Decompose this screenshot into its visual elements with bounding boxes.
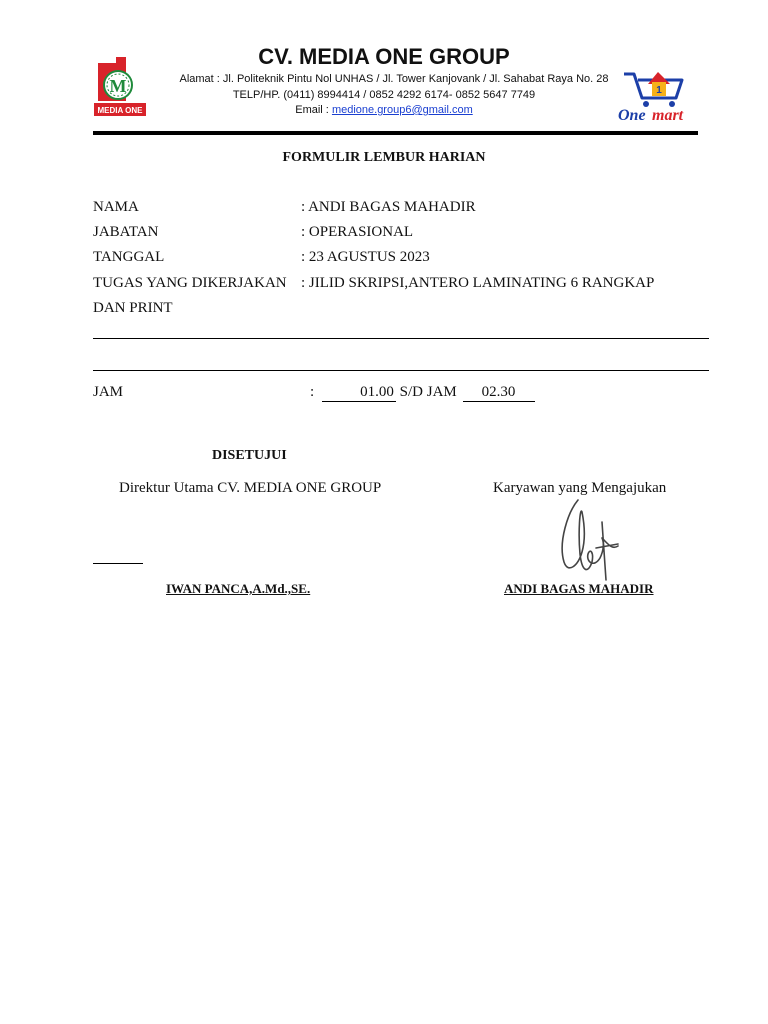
company-phone: TELP/HP. (0411) 8994414 / 0852 4292 6174- 0852 5647 7749 bbox=[232, 89, 536, 101]
task-continuation: DAN PRINT bbox=[93, 300, 173, 316]
director-name: IWAN PANCA,A.Md.,SE. bbox=[166, 581, 311, 596]
approval-title: DISETUJUI bbox=[212, 448, 287, 463]
email-link[interactable]: medione.group6@gmail.com bbox=[331, 104, 473, 116]
company-address: Alamat : Jl. Politeknik Pintu Nol UNHAS / Jl. Tower Kanjovank / Jl. Sahabat Raya No. 28 bbox=[179, 73, 609, 85]
employee-signature bbox=[548, 492, 648, 588]
email-label: Email : bbox=[295, 104, 332, 116]
company-name: CV. MEDIA ONE GROUP bbox=[258, 44, 510, 69]
blank-line bbox=[93, 370, 709, 371]
field-value-nama: : ANDI BAGAS MAHADIR bbox=[301, 199, 476, 215]
blank-line bbox=[93, 338, 709, 339]
jam-separator: S/D JAM bbox=[399, 384, 457, 400]
field-label-nama: NAMA bbox=[93, 199, 139, 215]
employee-caption: Karyawan yang Mengajukan bbox=[493, 480, 667, 496]
field-value-tanggal: : 23 AGUSTUS 2023 bbox=[301, 249, 430, 265]
company-email-line bbox=[0, 104, 768, 116]
jam-end: 02.30 bbox=[463, 384, 535, 402]
header-divider bbox=[93, 131, 698, 135]
jam-start: 01.00 bbox=[322, 384, 396, 402]
field-label-tanggal: TANGGAL bbox=[93, 249, 165, 265]
svg-text:One: One bbox=[618, 107, 646, 122]
jam-row bbox=[310, 384, 535, 402]
svg-text:1: 1 bbox=[656, 85, 662, 96]
field-value-jabatan: : OPERASIONAL bbox=[301, 224, 414, 240]
svg-text:mart: mart bbox=[652, 107, 684, 122]
form-title: FORMULIR LEMBUR HARIAN bbox=[282, 150, 486, 165]
employee-name: ANDI BAGAS MAHADIR bbox=[504, 581, 654, 596]
field-label-jabatan: JABATAN bbox=[93, 224, 159, 240]
field-value-tugas: : JILID SKRIPSI,ANTERO LAMINATING 6 RANGKAP bbox=[301, 275, 655, 291]
field-label-tugas: TUGAS YANG DIKERJAKAN bbox=[93, 275, 287, 291]
director-caption: Direktur Utama CV. MEDIA ONE GROUP bbox=[119, 480, 382, 496]
jam-label: JAM bbox=[93, 384, 124, 400]
svg-text:MEDIA ONE: MEDIA ONE bbox=[97, 106, 143, 115]
svg-text:M: M bbox=[109, 76, 127, 96]
signature-line bbox=[93, 563, 143, 564]
jam-colon: : bbox=[310, 384, 315, 400]
